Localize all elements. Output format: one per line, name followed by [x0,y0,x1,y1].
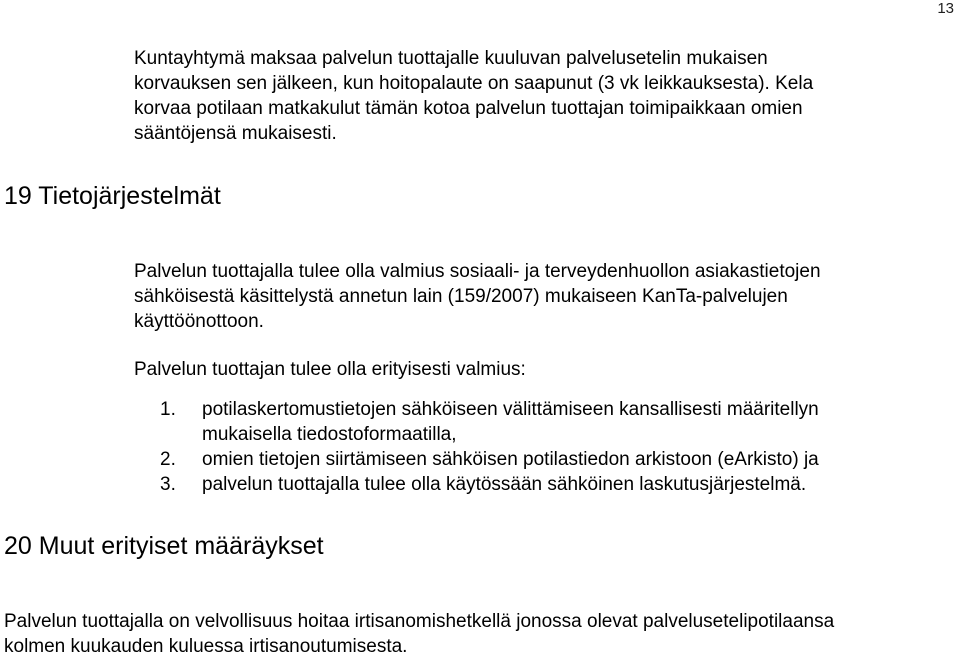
list-item-number: 2. [160,449,176,470]
list-intro: Palvelun tuottajan tulee olla erityisesti valmius: [134,359,526,380]
text-line: käyttöönottoon. [134,311,264,332]
section-19-paragraph [134,259,914,334]
list-item-text [202,397,819,447]
text-line: sähköisestä käsittelystä annetun lain (159/2007) mukaiseen KanTa-palvelujen [134,286,788,307]
page-number: 13 [937,0,954,17]
text-line: kolmen kuukauden kuluessa irtisanoutumisesta. [4,636,408,657]
list-item-text [202,472,806,497]
list-item [160,447,920,472]
text-line: Palvelun tuottajalla on velvollisuus hoitaa irtisanomishetkellä jonossa olevat palvelusetelipotilaansa [4,611,835,632]
text-line: potilaskertomustietojen sähköiseen välittämiseen kansallisesti määritellyn [202,399,819,420]
text-line: palvelun tuottajalla tulee olla käytössään sähköinen laskutusjärjestelmä. [202,474,807,495]
section-20-paragraph [4,609,960,659]
list-item [160,472,920,497]
list-item-text [202,447,819,472]
intro-paragraph [134,46,934,146]
section-20-heading: 20 Muut erityiset määräykset [4,532,324,560]
requirements-list [160,397,920,497]
list-item-number: 1. [160,399,176,420]
list-item-number: 3. [160,474,176,495]
section-19-heading: 19 Tietojärjestelmät [4,182,221,210]
text-line: korvaa potilaan matkakulut tämän kotoa palvelun tuottajan toimipaikkaan omien [134,98,803,119]
text-line: Palvelun tuottajalla tulee olla valmius sosiaali- ja terveydenhuollon asiakastietojen [134,261,821,282]
list-item [160,397,920,447]
text-line: sääntöjensä mukaisesti. [134,123,337,144]
text-line: korvauksen sen jälkeen, kun hoitopalaute on saapunut (3 vk leikkauksesta). Kela [134,73,814,94]
text-line: omien tietojen siirtämiseen sähköisen potilastiedon arkistoon (eArkisto) ja [202,449,819,470]
text-line: Kuntayhtymä maksaa palvelun tuottajalle kuuluvan palvelusetelin mukaisen [134,48,768,69]
text-line: mukaisella tiedostoformaatilla, [202,424,457,445]
